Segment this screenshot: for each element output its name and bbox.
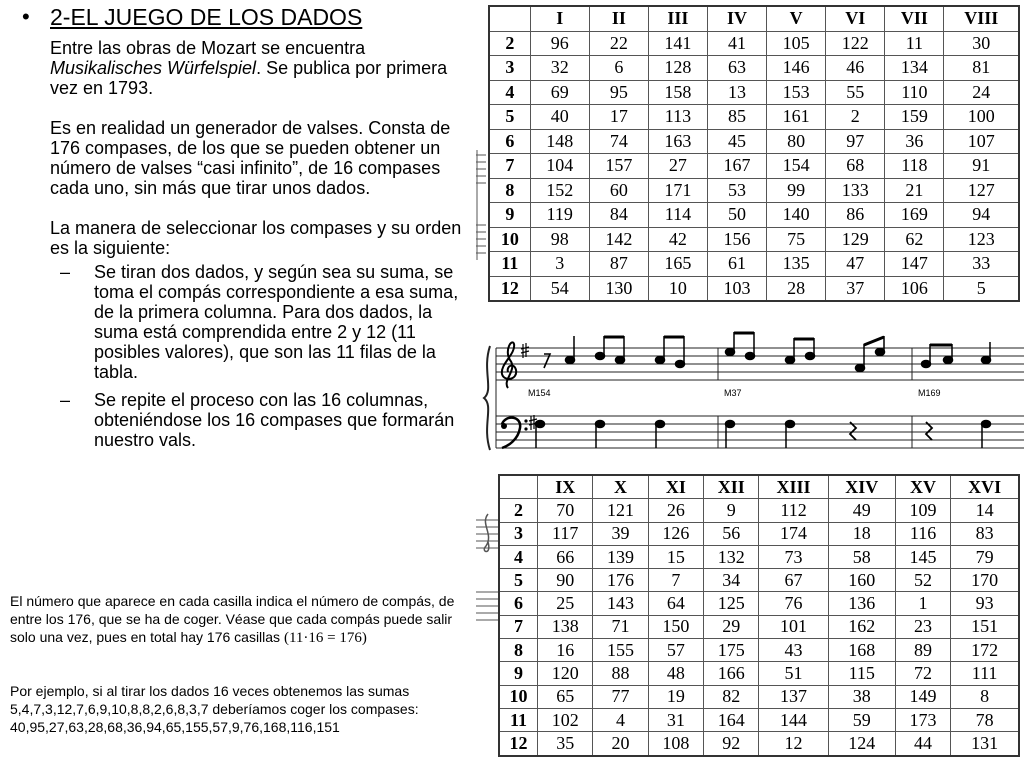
measure-cell: 176 (593, 569, 648, 592)
measure-cell: 51 (759, 662, 828, 685)
measure-cell: 153 (767, 80, 826, 105)
measure-cell: 12 (759, 732, 828, 756)
measure-cell: 84 (589, 203, 648, 228)
note-example: Por ejemplo, si al tirar los dados 16 veces obtenemos las sumas 5,4,7,3,12,7,6,9,10,8,8,2,6,8,3,7 deberíamos coger los compases: 40,95,27,63,28,68,36,94,65,155,57,9,76,168,116,151 (10, 683, 419, 735)
measure-cell: 99 (767, 178, 826, 203)
measure-cell: 56 (704, 522, 759, 545)
measure-cell: 89 (895, 639, 950, 662)
measure-cell: 79 (951, 545, 1019, 568)
measure-cell: 17 (589, 105, 648, 130)
measure-cell: 135 (767, 252, 826, 277)
dash-symbol: – (60, 262, 71, 282)
measure-cell: 145 (895, 545, 950, 568)
measure-cell: 61 (707, 252, 766, 277)
measure-cell: 8 (951, 685, 1019, 708)
measure-cell: 31 (648, 708, 703, 731)
measure-cell: 5 (944, 276, 1019, 301)
column-header: VII (885, 6, 944, 31)
measure-cell: 104 (530, 154, 589, 179)
measure-cell: 167 (707, 154, 766, 179)
measure-cell: 58 (828, 545, 895, 568)
step-item (60, 390, 472, 450)
column-header: I (530, 6, 589, 31)
measure-cell: 115 (828, 662, 895, 685)
measure-cell: 156 (707, 227, 766, 252)
measure-cell: 150 (648, 615, 703, 638)
measure-cell: 66 (538, 545, 593, 568)
measure-cell: 154 (767, 154, 826, 179)
table-row (489, 56, 1019, 81)
column-header: V (767, 6, 826, 31)
measure-cell: 93 (951, 592, 1019, 615)
step-text: Se repite el proceso con las 16 columnas, obteniéndose los 16 compases que formarán nuestro vals. (94, 390, 455, 450)
intro-text-b: . Se publica por primera vez en 1793. (50, 58, 448, 98)
measure-cell: 152 (530, 178, 589, 203)
measure-label: M154 (528, 388, 551, 398)
column-header: II (589, 6, 648, 31)
row-header-sum: 5 (489, 105, 530, 130)
measure-cell: 42 (648, 227, 707, 252)
measure-cell: 33 (944, 252, 1019, 277)
row-header-sum: 10 (499, 685, 538, 708)
measure-cell: 107 (944, 129, 1019, 154)
table-row (489, 154, 1019, 179)
measure-cell: 101 (759, 615, 828, 638)
measure-cell: 11 (885, 31, 944, 56)
measure-cell: 15 (648, 545, 703, 568)
measure-cell: 37 (826, 276, 885, 301)
column-header: X (593, 475, 648, 499)
column-header: XII (704, 475, 759, 499)
table-row (499, 522, 1019, 545)
measure-cell: 126 (648, 522, 703, 545)
measure-cell: 38 (828, 685, 895, 708)
row-header-sum: 10 (489, 227, 530, 252)
table-row (489, 203, 1019, 228)
measure-cell: 81 (944, 56, 1019, 81)
measure-cell: 54 (530, 276, 589, 301)
measure-cell: 28 (767, 276, 826, 301)
measure-cell: 112 (759, 499, 828, 522)
table-row (489, 276, 1019, 301)
column-header: IV (707, 6, 766, 31)
row-header-sum: 11 (489, 252, 530, 277)
measure-cell: 134 (885, 56, 944, 81)
measure-cell: 68 (826, 154, 885, 179)
paragraph-generator: Es en realidad un generador de valses. Consta de 176 compases, de los que se pueden obtener un número de valses “casi infinito”, de 16 compases cada uno, sin más que tirar unos dados. (50, 118, 451, 198)
measure-cell: 108 (648, 732, 703, 756)
measure-cell: 142 (589, 227, 648, 252)
measure-cell: 73 (759, 545, 828, 568)
paragraph-method: La manera de seleccionar los compases y su orden es la siguiente: (50, 218, 462, 258)
measure-cell: 64 (648, 592, 703, 615)
measure-cell: 174 (759, 522, 828, 545)
table-row (489, 105, 1019, 130)
measure-cell: 138 (538, 615, 593, 638)
measure-cell: 50 (707, 203, 766, 228)
measure-cell: 155 (593, 639, 648, 662)
measure-cell: 173 (895, 708, 950, 731)
table-row (489, 252, 1019, 277)
measure-cell: 128 (648, 56, 707, 81)
measure-cell: 1 (895, 592, 950, 615)
measure-cell: 46 (826, 56, 885, 81)
measure-cell: 43 (759, 639, 828, 662)
measure-cell: 105 (767, 31, 826, 56)
slide-title: 2-EL JUEGO DE LOS DADOS (50, 4, 363, 30)
measure-cell: 78 (951, 708, 1019, 731)
table-row (489, 227, 1019, 252)
corner-cell (489, 6, 530, 31)
row-header-sum: 6 (499, 592, 538, 615)
measure-cell: 132 (704, 545, 759, 568)
measure-cell: 116 (895, 522, 950, 545)
measure-cell: 136 (828, 592, 895, 615)
measure-cell: 168 (828, 639, 895, 662)
measure-cell: 92 (704, 732, 759, 756)
measure-cell: 14 (951, 499, 1019, 522)
measure-cell: 60 (589, 178, 648, 203)
column-header: IX (538, 475, 593, 499)
measure-cell: 13 (707, 80, 766, 105)
work-title: Musikalisches Würfelspiel (50, 58, 257, 78)
measure-cell: 98 (530, 227, 589, 252)
measure-cell: 133 (826, 178, 885, 203)
measure-cell: 175 (704, 639, 759, 662)
row-header-sum: 9 (499, 662, 538, 685)
measure-cell: 146 (767, 56, 826, 81)
bullet-symbol: • (22, 4, 30, 29)
measure-cell: 123 (944, 227, 1019, 252)
measure-cell: 120 (538, 662, 593, 685)
table-row (499, 662, 1019, 685)
measure-cell: 162 (828, 615, 895, 638)
measure-cell: 59 (828, 708, 895, 731)
row-header-sum: 5 (499, 569, 538, 592)
measure-cell: 75 (767, 227, 826, 252)
measure-cell: 131 (951, 732, 1019, 756)
measure-cell: 124 (828, 732, 895, 756)
measure-cell: 7 (648, 569, 703, 592)
row-header-sum: 11 (499, 708, 538, 731)
measure-cell: 111 (951, 662, 1019, 685)
measure-cell: 97 (826, 129, 885, 154)
measure-cell: 157 (589, 154, 648, 179)
row-header-sum: 9 (489, 203, 530, 228)
measure-cell: 74 (589, 129, 648, 154)
measure-cell: 164 (704, 708, 759, 731)
measure-cell: 148 (530, 129, 589, 154)
measure-cell: 113 (648, 105, 707, 130)
measure-cell: 29 (704, 615, 759, 638)
measure-cell: 18 (828, 522, 895, 545)
measure-label: M169 (918, 388, 941, 398)
measure-cell: 141 (648, 31, 707, 56)
measure-cell: 109 (895, 499, 950, 522)
measure-cell: 22 (589, 31, 648, 56)
bullet-title (22, 4, 472, 30)
measure-cell: 127 (944, 178, 1019, 203)
row-header-sum: 6 (489, 129, 530, 154)
measure-cell: 130 (589, 276, 648, 301)
measure-cell: 85 (707, 105, 766, 130)
measure-cell: 80 (767, 129, 826, 154)
row-header-sum: 3 (499, 522, 538, 545)
measure-cell: 25 (538, 592, 593, 615)
measure-cell: 102 (538, 708, 593, 731)
measure-cell: 32 (530, 56, 589, 81)
table-row (499, 732, 1019, 756)
paragraph-intro (50, 38, 472, 98)
measure-cell: 169 (885, 203, 944, 228)
measure-cell: 26 (648, 499, 703, 522)
measure-cell: 119 (530, 203, 589, 228)
row-header-sum: 12 (499, 732, 538, 756)
table-row (499, 685, 1019, 708)
measure-cell: 41 (707, 31, 766, 56)
row-header-sum: 4 (499, 545, 538, 568)
measure-cell: 172 (951, 639, 1019, 662)
row-header-sum: 12 (489, 276, 530, 301)
measure-cell: 36 (885, 129, 944, 154)
measure-cell: 24 (944, 80, 1019, 105)
corner-cell (499, 475, 538, 499)
measure-cell: 87 (589, 252, 648, 277)
measure-cell: 103 (707, 276, 766, 301)
slide-text (22, 4, 472, 458)
measure-cell: 62 (885, 227, 944, 252)
measure-cell: 63 (707, 56, 766, 81)
music-score (478, 330, 1024, 466)
measure-cell: 158 (648, 80, 707, 105)
measure-cell: 161 (767, 105, 826, 130)
measure-cell: 44 (895, 732, 950, 756)
measure-cell: 4 (593, 708, 648, 731)
measure-cell: 106 (885, 276, 944, 301)
measure-cell: 9 (704, 499, 759, 522)
table-row (489, 80, 1019, 105)
measure-cell: 16 (538, 639, 593, 662)
column-header: III (648, 6, 707, 31)
measure-cell: 90 (538, 569, 593, 592)
measure-cell: 48 (648, 662, 703, 685)
measure-cell: 91 (944, 154, 1019, 179)
measure-cell: 47 (826, 252, 885, 277)
table-row (489, 31, 1019, 56)
measure-cell: 72 (895, 662, 950, 685)
measure-cell: 20 (593, 732, 648, 756)
column-header: VI (826, 6, 885, 31)
measure-cell: 147 (885, 252, 944, 277)
table-row (499, 615, 1019, 638)
measure-cell: 140 (767, 203, 826, 228)
formula: (11·16 = 176) (283, 630, 367, 646)
table-row (499, 639, 1019, 662)
table-header-row (489, 6, 1019, 31)
measure-cell: 10 (648, 276, 707, 301)
measure-cell: 139 (593, 545, 648, 568)
table-row (499, 545, 1019, 568)
table-row (499, 499, 1019, 522)
measure-cell: 53 (707, 178, 766, 203)
measure-cell: 23 (895, 615, 950, 638)
measure-cell: 100 (944, 105, 1019, 130)
measure-cell: 96 (530, 31, 589, 56)
measure-cell: 149 (895, 685, 950, 708)
measure-cell: 34 (704, 569, 759, 592)
row-header-sum: 8 (489, 178, 530, 203)
row-header-sum: 4 (489, 80, 530, 105)
intro-text-a: Entre las obras de Mozart se encuentra (50, 38, 366, 58)
measure-cell: 83 (951, 522, 1019, 545)
measure-cell: 82 (704, 685, 759, 708)
measure-cell: 35 (538, 732, 593, 756)
measure-cell: 143 (593, 592, 648, 615)
measure-cell: 19 (648, 685, 703, 708)
measure-cell: 94 (944, 203, 1019, 228)
dice-table-columns-9-16 (498, 474, 1020, 757)
column-header: VIII (944, 6, 1019, 31)
row-header-sum: 8 (499, 639, 538, 662)
measure-cell: 144 (759, 708, 828, 731)
measure-cell: 76 (759, 592, 828, 615)
measure-cell: 117 (538, 522, 593, 545)
measure-cell: 77 (593, 685, 648, 708)
measure-cell: 171 (648, 178, 707, 203)
measure-label: M37 (724, 388, 742, 398)
measure-cell: 71 (593, 615, 648, 638)
measure-cell: 95 (589, 80, 648, 105)
measure-cell: 86 (826, 203, 885, 228)
measure-cell: 70 (538, 499, 593, 522)
dash-symbol: – (60, 390, 71, 410)
measure-cell: 160 (828, 569, 895, 592)
row-header-sum: 2 (499, 499, 538, 522)
row-header-sum: 7 (489, 154, 530, 179)
measure-cell: 30 (944, 31, 1019, 56)
measure-cell: 137 (759, 685, 828, 708)
measure-cell: 27 (648, 154, 707, 179)
measure-cell: 49 (828, 499, 895, 522)
staff-fragment-icon (474, 512, 498, 632)
measure-cell: 163 (648, 129, 707, 154)
steps-list (60, 262, 472, 450)
measure-cell: 69 (530, 80, 589, 105)
table-row (499, 569, 1019, 592)
dice-table-columns-1-8 (488, 5, 1020, 302)
measure-cell: 122 (826, 31, 885, 56)
note-cells-text: El número que aparece en cada casilla indica el número de compás, de entre los 176, que se ha de coger. Véase que cada compás puede salir solo una vez, pues en total hay 176 casillas (10, 593, 455, 645)
measure-cell: 55 (826, 80, 885, 105)
measure-cell: 165 (648, 252, 707, 277)
step-item (60, 262, 472, 382)
table-row (499, 592, 1019, 615)
measure-cell: 151 (951, 615, 1019, 638)
measure-cell: 40 (530, 105, 589, 130)
row-header-sum: 7 (499, 615, 538, 638)
row-header-sum: 2 (489, 31, 530, 56)
table-row (489, 178, 1019, 203)
measure-cell: 121 (593, 499, 648, 522)
measure-cell: 57 (648, 639, 703, 662)
measure-cell: 65 (538, 685, 593, 708)
measure-cell: 21 (885, 178, 944, 203)
measure-cell: 52 (895, 569, 950, 592)
measure-cell: 45 (707, 129, 766, 154)
table-header-row (499, 475, 1019, 499)
measure-cell: 125 (704, 592, 759, 615)
column-header: XI (648, 475, 703, 499)
measure-cell: 39 (593, 522, 648, 545)
measure-cell: 88 (593, 662, 648, 685)
column-header: XIV (828, 475, 895, 499)
column-header: XIII (759, 475, 828, 499)
step-text: Se tiran dos dados, y según sea su suma, se toma el compás correspondiente a esa suma, de la primera columna. Para dos dados, la suma está comprendida entre 2 y 12 (11 posibles valores), que son las 11 filas de la tabla. (94, 262, 459, 382)
measure-cell: 166 (704, 662, 759, 685)
staff-fragment-icon (474, 150, 488, 260)
measure-cell: 67 (759, 569, 828, 592)
measure-cell: 6 (589, 56, 648, 81)
column-header: XVI (951, 475, 1019, 499)
column-header: XV (895, 475, 950, 499)
table-row (489, 129, 1019, 154)
measure-cell: 110 (885, 80, 944, 105)
table-row (499, 708, 1019, 731)
measure-cell: 159 (885, 105, 944, 130)
measure-cell: 114 (648, 203, 707, 228)
measure-cell: 118 (885, 154, 944, 179)
note-cells (10, 592, 465, 647)
measure-cell: 3 (530, 252, 589, 277)
measure-cell: 2 (826, 105, 885, 130)
measure-cell: 170 (951, 569, 1019, 592)
row-header-sum: 3 (489, 56, 530, 81)
measure-cell: 129 (826, 227, 885, 252)
